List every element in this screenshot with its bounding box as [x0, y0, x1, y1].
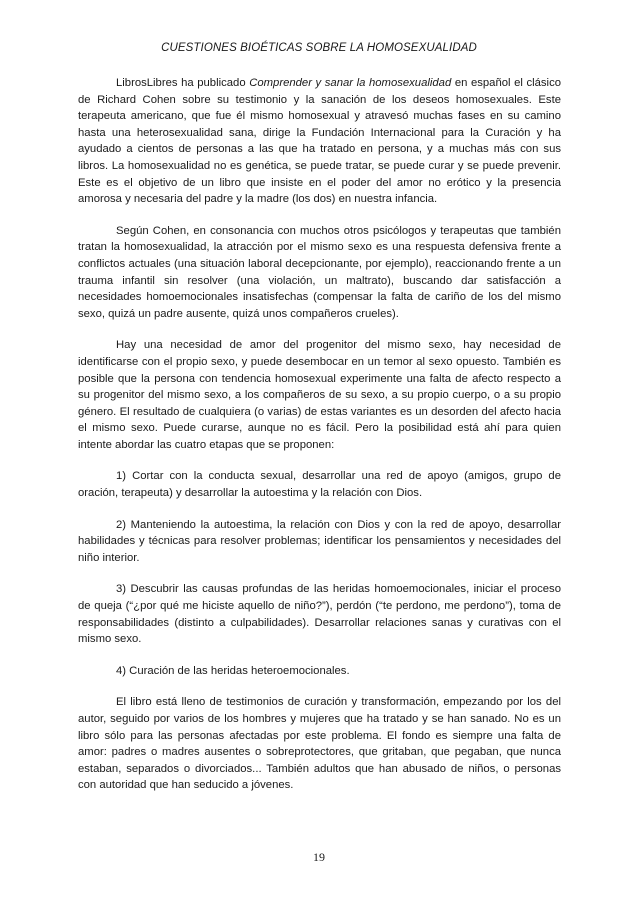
- paragraph-intro: [78, 75, 561, 208]
- body-text: [78, 75, 561, 809]
- page-number: 19: [313, 850, 325, 864]
- paragraph-cohen-view: Según Cohen, en consonancia con muchos otros psicólogos y terapeutas que también tratan la homosexualidad, la atracción por el mismo sexo es una respuesta defensiva frente a conflictos actuales (una situación laboral decepcionante, por ejemplo), reaccionando frente a un trauma infantil sin resolver (una violación, un maltrato), buscando dar satisfacción a necesidades homoemocionales insatisfechas (compensar la falta de cariño de los del mismo sexo, quizá un padre ausente, quizá unos compañeros crueles).: [78, 224, 561, 320]
- stage-1: 1) Cortar con la conducta sexual, desarrollar una red de apoyo (amigos, grupo de oración, terapeuta) y desarrollar la autoestima y la relación con Dios.: [78, 470, 561, 500]
- book-title: Comprender y sanar la homosexualidad: [249, 77, 452, 89]
- paragraph-need-of-love: Hay una necesidad de amor del progenitor del mismo sexo, hay necesidad de identificarse con el propio sexo, y puede desembocar en un temor al sexo opuesto. También es posible que la persona con tendencia homosexual experimente una falta de afecto respecto a su progenitor del mismo sexo, a los compañeros de su sexo, a su propio cuerpo, o a su propio género. El resultado de cualquiera (o varias) de estas variantes es un desorden del afecto hacia el mismo sexo. Puede curarse, aunque no es fácil. Pero la posibilidad está ahí para quien intente abordar las cuatro etapas que se proponen:: [78, 339, 561, 451]
- running-header: CUESTIONES BIOÉTICAS SOBRE LA HOMOSEXUALIDAD: [161, 42, 477, 54]
- paragraph-intro-start: LibrosLibres ha publicado: [116, 77, 250, 89]
- stage-4: 4) Curación de las heridas heteroemocionales.: [116, 664, 350, 677]
- paragraph-testimonies: El libro está lleno de testimonios de curación y transformación, empezando por los del autor, seguido por varios de los hombres y mujeres que ha tratado y se han sanado. No es un libro sólo para las personas afectadas por este problema. El fondo es siempre una falta de amor: padres o madres ausentes o sobreprotectores, que gritaban, que pegaban, que nunca estaban, separados o divorciados... También adultos que han abusado de niños, o personas con autoridad que han seducido a jóvenes.: [78, 696, 561, 792]
- paragraph-intro-rest: en español el clásico de Richard Cohen sobre su testimonio y la sanación de los deseos homosexuales. Este terapeuta americano, que fue él mismo homosexual y atravesó muchas fases en su camino hasta una heterosexualidad sana, dirige la Fundación Internacional para la Curación y ha ayudado a cientos de personas a las que ha tratado en persona, y a muchas más con sus libros. La homosexualidad no es genética, se puede tratar, se puede curar y se puede prevenir. Este es el objetivo de un libro que insiste en el poder del amor no erótico y la presencia amorosa y necesaria del padre y la madre (los dos) en nuestra infancia.: [78, 77, 561, 206]
- stage-3: 3) Descubrir las causas profundas de las heridas homoemocionales, iniciar el proceso de queja (“¿por qué me hiciste aquello de niño?”), perdón (“te perdono, me perdono”), toma de responsabilidades (distinto a culpabilidades). Desarrollar relaciones sanas y curativas con el mismo sexo.: [78, 583, 561, 646]
- stage-2: 2) Manteniendo la autoestima, la relación con Dios y con la red de apoyo, desarrollar habilidades y técnicas para resolver problemas; identificar los pensamientos y necesidades del niño interior.: [78, 518, 561, 564]
